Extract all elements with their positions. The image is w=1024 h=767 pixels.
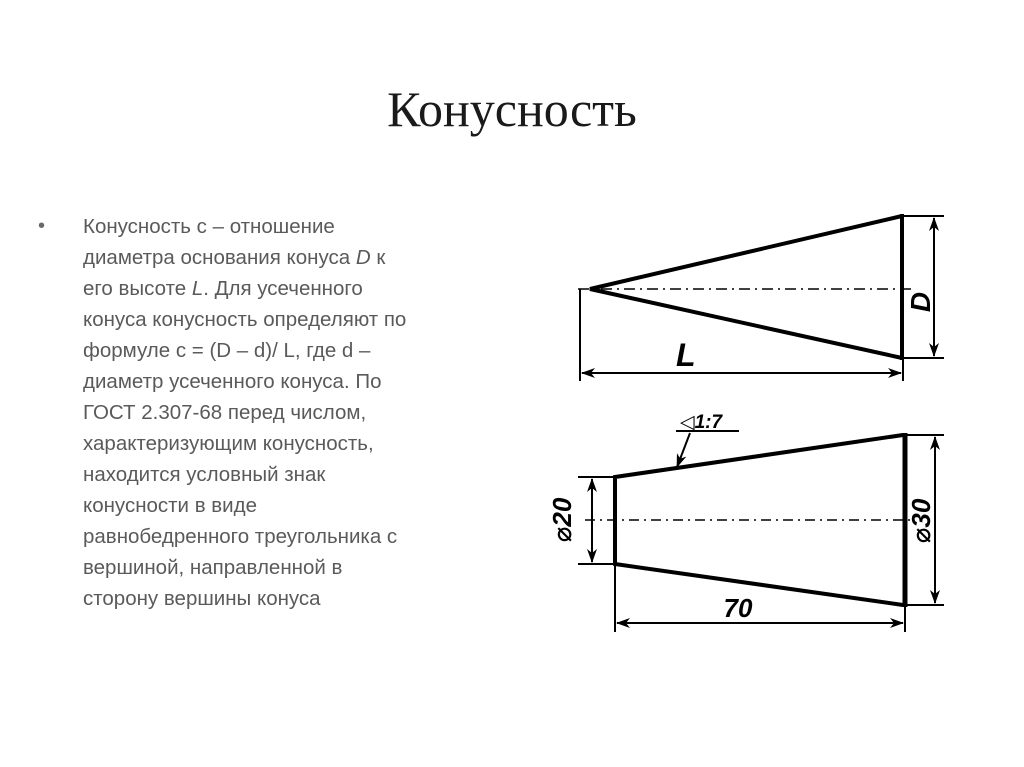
diameter-label: D [905,291,936,313]
text-line: конуса конусность определяют по [83,308,407,331]
length-label: 70 [723,593,753,623]
text-line: диаметр усеченного конуса. По [83,370,382,393]
text-line: его высоте L. Для усеченного [83,277,363,300]
small-diameter-label: ⌀20 [547,497,577,543]
text-line: конусности в виде [83,494,257,517]
cone-outline [590,216,902,358]
large-diameter-label: ⌀30 [906,498,936,544]
truncated-cone-drawing [547,412,944,632]
bullet-dot: • [38,215,46,237]
taper-leader-line [677,433,690,467]
full-cone-drawing [578,214,944,381]
text-line: характеризующим конусность, [83,432,374,455]
text-line: сторону вершины конуса [83,587,321,610]
text-line: равнобедренного треугольника с [83,525,398,548]
slide-title: Конусность [387,81,637,137]
text-line: вершиной, направленной в [83,556,343,579]
text-line: Конусность с – отношение [83,215,335,238]
text-line: формуле c = (D – d)/ L, где d – [83,339,371,362]
text-line: диаметра основания конуса D к [83,246,386,269]
text-line: ГОСТ 2.307-68 перед числом, [83,401,367,424]
taper-label: ◁1:7 [680,412,723,433]
height-label: L [676,337,696,373]
text-line: находится условный знак [83,463,326,486]
